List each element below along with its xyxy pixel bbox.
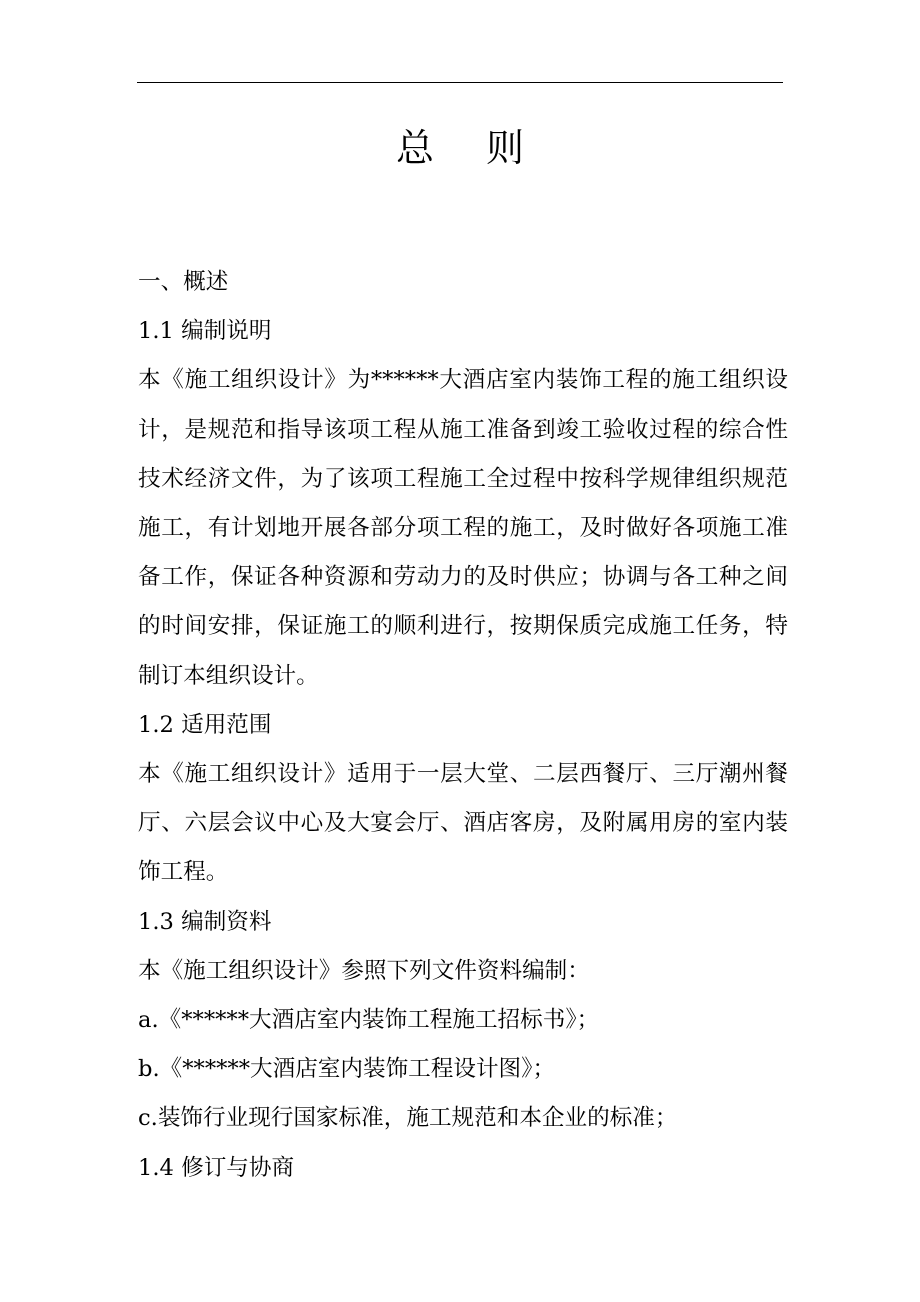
paragraph-1-3-intro: 本《施工组织设计》参照下列文件资料编制： [138,957,590,984]
list-item-a: a.《******大酒店室内装饰工程施工招标书》； [138,1007,600,1034]
list-item-b: b.《******大酒店室内装饰工程设计图》； [138,1056,556,1083]
page-title: 总 则 [395,126,545,170]
header-rule [137,82,783,83]
document-body [138,258,788,1193]
subsection-heading-1-4: 1.4 修订与协商 [138,1154,295,1181]
subsection-heading-1-3: 1.3 编制资料 [138,908,272,935]
paragraph-1-1: 本《施工组织设计》为******大酒店室内装饰工程的施工组织设计，是规范和指导该项工程从施工准备到竣工验收过程的综合性技术经济文件，为了该项工程施工全过程中按科学规律组织规范施工，有计划地开展各部分项工程的施工，及时做好各项施工准备工作，保证各种资源和劳动力的及时供应；协调与各工种之间的时间安排，保证施工的顺利进行，按期保质完成施工任务，特制订本组织设计。 [138,367,788,689]
subsection-heading-1-1: 1.1 编制说明 [138,318,272,345]
subsection-heading-1-2: 1.2 适用范围 [138,711,272,738]
section-heading-overview: 一、概述 [138,269,229,295]
paragraph-1-2: 本《施工组织设计》适用于一层大堂、二层西餐厅、三厅潮州餐厅、六层会议中心及大宴会厅、酒店客房，及附属用房的室内装饰工程。 [138,761,788,886]
list-item-c: c.装饰行业现行国家标准，施工规范和本企业的标准； [138,1105,678,1132]
